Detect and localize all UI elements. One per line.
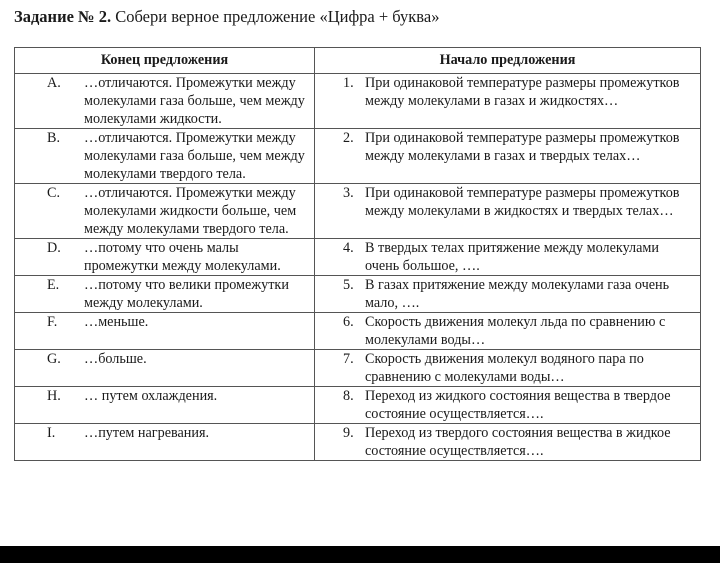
sentence-start-text: Переход из твердого состояния вещества в жидкое состояние осуществляется…. [365, 425, 671, 459]
sentence-end-marker: I. [47, 425, 56, 441]
sentence-end-text: …отличаются. Промежутки между молекулами жидкости больше, чем между молекулами твердого тела. [84, 185, 297, 237]
sentence-start-text: Скорость движения молекул водяного пара по сравнению с молекулами воды… [365, 351, 644, 385]
sentence-end-cell [15, 313, 315, 350]
header-sentence-end: Конец предложения [15, 48, 315, 74]
table-header-row [15, 48, 701, 74]
sentence-start-cell [315, 276, 701, 313]
sentence-start-marker: 7. [343, 351, 354, 367]
sentence-start-text: Скорость движения молекул льда по сравнению с молекулами воды… [365, 314, 666, 348]
sentence-end-text: …отличаются. Промежутки между молекулами газа больше, чем между молекулами жидкости. [84, 75, 305, 127]
sentence-start-text: При одинаковой температуре размеры промежутков между молекулами в газах и твердых телах… [365, 130, 680, 164]
table-row [15, 276, 701, 313]
sentence-start-cell [315, 313, 701, 350]
table-row [15, 239, 701, 276]
sentence-start-text: При одинаковой температуре размеры промежутков между молекулами в газах и жидкостях… [365, 75, 680, 109]
sentence-start-marker: 8. [343, 388, 354, 404]
bottom-black-bar [0, 546, 720, 563]
sentence-end-marker: B. [47, 130, 61, 146]
sentence-end-marker: E. [47, 277, 60, 293]
sentence-start-text: При одинаковой температуре размеры промежутков между молекулами в жидкостях и твердых телах… [365, 185, 680, 219]
sentence-end-text: …путем нагревания. [84, 425, 210, 441]
sentence-start-cell [315, 239, 701, 276]
sentence-end-cell [15, 129, 315, 184]
sentence-end-marker: F. [47, 314, 58, 330]
table-row [15, 350, 701, 387]
sentence-start-marker: 6. [343, 314, 354, 330]
sentence-end-text: …потому что очень малы промежутки между молекулами. [84, 240, 281, 274]
sentence-end-cell [15, 424, 315, 461]
table-row [15, 129, 701, 184]
sentence-end-cell [15, 239, 315, 276]
sentence-end-marker: C. [47, 185, 61, 201]
sentence-end-cell [15, 184, 315, 239]
sentence-end-text: …меньше. [84, 314, 149, 330]
sentence-end-text: … путем охлаждения. [84, 388, 218, 404]
sentence-start-marker: 3. [343, 185, 354, 201]
sentence-start-cell [315, 387, 701, 424]
sentence-end-cell [15, 74, 315, 129]
sentence-end-text: …отличаются. Промежутки между молекулами газа больше, чем между молекулами твердого тела. [84, 130, 305, 182]
task-title [14, 7, 439, 27]
table-row [15, 184, 701, 239]
sentence-start-cell [315, 129, 701, 184]
sentence-start-cell [315, 74, 701, 129]
sentence-end-cell [15, 276, 315, 313]
sentence-end-cell [15, 387, 315, 424]
sentence-end-text: …больше. [84, 351, 147, 367]
sentence-start-cell [315, 350, 701, 387]
sentence-end-marker: H. [47, 388, 61, 404]
sentence-start-text: В твердых телах притяжение между молекулами очень большое, …. [365, 240, 660, 274]
sentence-end-marker: A. [47, 75, 61, 91]
sentence-start-marker: 2. [343, 130, 354, 146]
table-row [15, 313, 701, 350]
sentence-end-marker: G. [47, 351, 61, 367]
sentence-end-cell [15, 350, 315, 387]
sentence-start-marker: 9. [343, 425, 354, 441]
table-body [15, 74, 701, 461]
sentence-start-cell [315, 184, 701, 239]
task-label: Задание № 2. [14, 7, 112, 26]
task-instruction: Собери верное предложение «Цифра + буква» [115, 7, 440, 26]
sentence-end-text: …потому что велики промежутки между молекулами. [84, 277, 289, 311]
sentence-start-marker: 4. [343, 240, 354, 256]
sentence-start-marker: 1. [343, 75, 354, 91]
matching-table [14, 47, 701, 461]
table-row [15, 387, 701, 424]
sentence-end-marker: D. [47, 240, 61, 256]
sentence-start-cell [315, 424, 701, 461]
table-row [15, 424, 701, 461]
header-sentence-start: Начало предложения [315, 48, 701, 74]
sentence-start-text: Переход из жидкого состояния вещества в твердое состояние осуществляется…. [365, 388, 671, 422]
sentence-start-text: В газах притяжение между молекулами газа очень мало, …. [365, 277, 670, 311]
sentence-start-marker: 5. [343, 277, 354, 293]
table-row [15, 74, 701, 129]
